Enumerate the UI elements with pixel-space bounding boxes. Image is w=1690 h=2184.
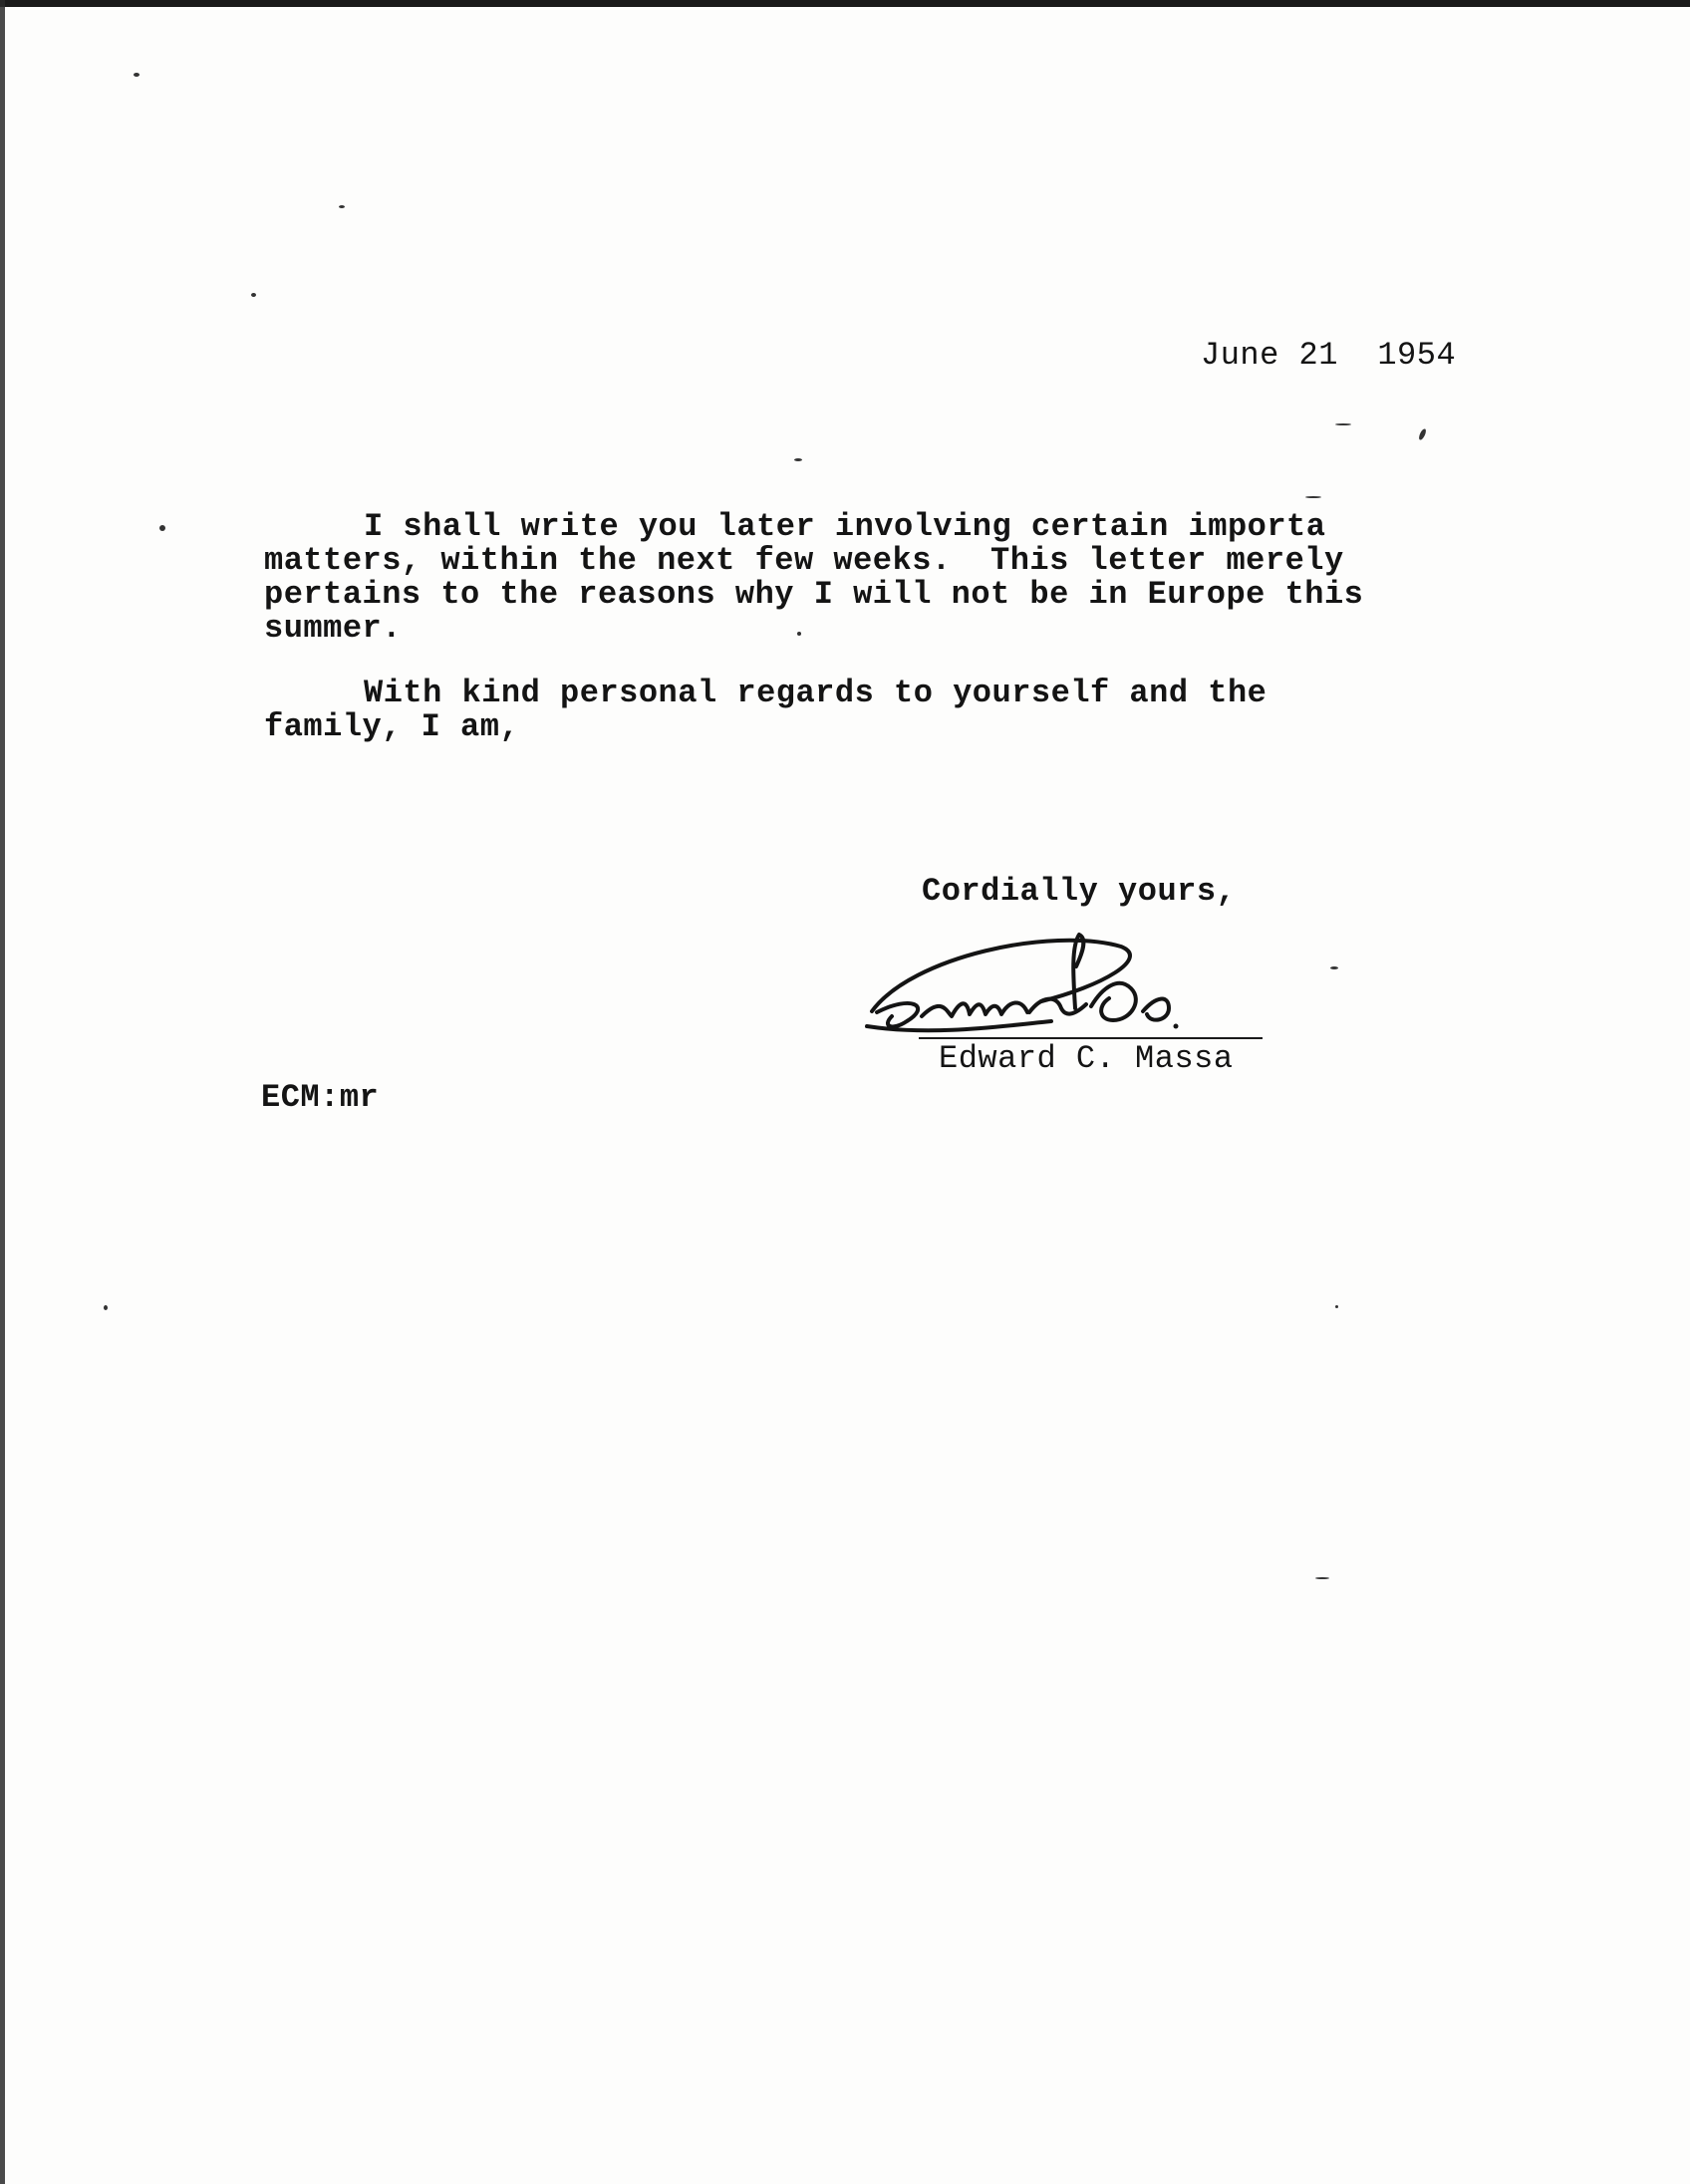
handwritten-signature (852, 917, 1270, 1051)
speck-mark (794, 458, 802, 461)
paragraph2-line2: family, I am, (264, 708, 520, 745)
reference-initials: ECM:mr (261, 1079, 380, 1116)
signature-line (919, 1037, 1263, 1039)
page-left-edge (0, 0, 5, 2184)
paragraph2-line1: With kind personal regards to yourself and the (364, 675, 1268, 711)
closing-line: Cordially yours, (922, 873, 1237, 910)
paragraph1-line1: I shall write you later involving certain importa (364, 508, 1326, 545)
speck-mark (797, 632, 801, 636)
speck-mark (104, 1305, 108, 1310)
paragraph1-line2: matters, within the next few weeks. This letter merely (264, 542, 1344, 579)
speck-mark (159, 525, 165, 531)
page-top-edge (0, 0, 1690, 7)
paragraph1-line4: summer. (264, 610, 402, 647)
speck-mark (1418, 428, 1428, 441)
speck-mark (1335, 423, 1351, 425)
paragraph1-line3: pertains to the reasons why I will not be in Europe this (264, 576, 1364, 613)
speck-mark (251, 293, 256, 297)
speck-mark (1315, 1577, 1329, 1579)
speck-mark (134, 73, 140, 77)
letter-date: June 21 1954 (1201, 337, 1457, 374)
speck-mark (1305, 496, 1321, 498)
speck-mark (1335, 1305, 1338, 1308)
typed-signer-name: Edward C. Massa (939, 1040, 1234, 1077)
speck-mark (1330, 966, 1338, 969)
speck-mark (339, 205, 345, 208)
